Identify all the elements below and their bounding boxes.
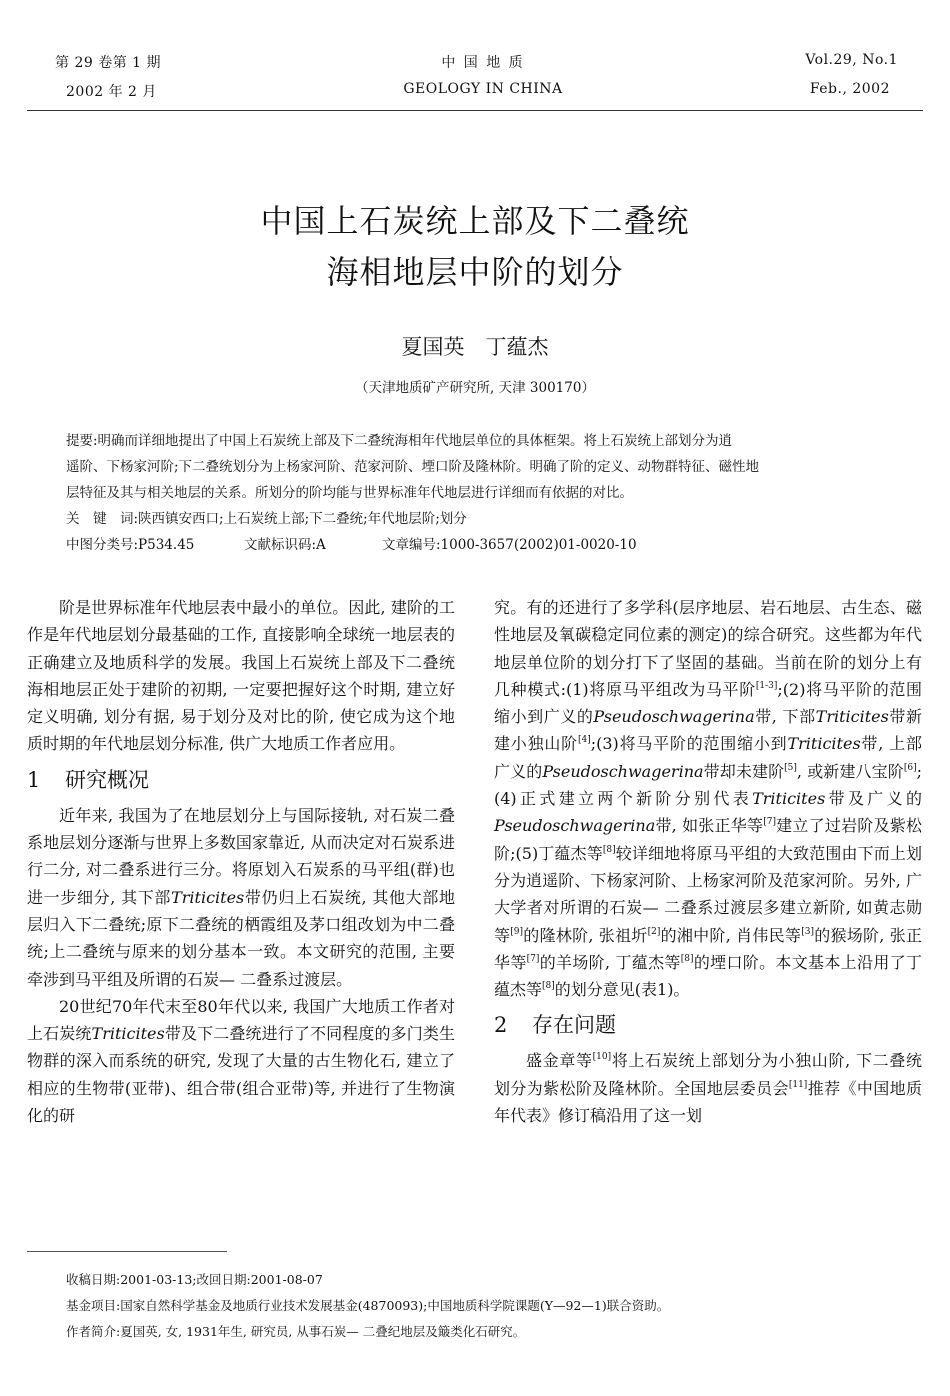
clc-number: 中图分类号:P534.45 bbox=[66, 537, 195, 553]
citation: [7] bbox=[526, 953, 540, 964]
keywords: 关 键 词:陕西镇安西口;上石炭统上部;下二叠统;年代地层阶;划分 bbox=[66, 511, 467, 527]
footnote-author: 作者简介:夏国英, 女, 1931年生, 研究员, 从事石炭— 二叠纪地层及簸类化石研究。 bbox=[66, 1324, 526, 1339]
footnote-fund: 基金项目:国家自然科学基金及地质行业技术发展基金(4870093);中国地质科学院课题(Y—92—1)联合资助。 bbox=[66, 1298, 670, 1313]
section-number: 2 bbox=[494, 1013, 508, 1038]
citation: [8] bbox=[680, 953, 694, 964]
species-name: Triticites bbox=[171, 887, 245, 907]
title-line-1: 中国上石炭统上部及下二叠统 bbox=[260, 202, 690, 240]
section-number: 1 bbox=[27, 767, 41, 792]
footnote-rule bbox=[27, 1251, 227, 1252]
species-name: Pseudoschwagerina bbox=[593, 707, 755, 727]
section-title: 研究概况 bbox=[65, 767, 149, 792]
volume-issue-en: Vol.29, No.1 bbox=[805, 52, 898, 68]
citation: [4] bbox=[577, 735, 591, 746]
species-name: Triticites bbox=[91, 1024, 165, 1044]
date-en: Feb., 2002 bbox=[809, 81, 890, 97]
footnote-received: 收稿日期:2001-03-13;改回日期:2001-08-07 bbox=[66, 1272, 323, 1287]
section-title: 存在问题 bbox=[532, 1013, 616, 1038]
citation: [6] bbox=[903, 762, 917, 773]
citation: [11] bbox=[788, 1079, 808, 1090]
paragraph: 近年来, 我国为了在地层划分上与国际接轨, 对石炭二叠系地层划分逐渐与世界上多数国家靠近, 从而决定对石炭系进行二分, 对二叠系进行三分。将原划入石炭系的马平组(群)也进一步细分, 其下部Triticites带仍归上石炭统, 其他大部地层归入下二叠统;原下二叠统的栖霞组及茅口组改划为中二叠统;上二叠统与原来的划分基本一致。本文研究的范围, 主要牵涉到马平组及所谓的石炭— 二叠系过渡层。 bbox=[27, 805, 455, 989]
section-heading-2 bbox=[494, 1009, 922, 1041]
date-cn: 2002 年 2 月 bbox=[66, 84, 157, 100]
species-name: Pseudoschwagerina bbox=[542, 761, 704, 781]
citation: [8] bbox=[542, 981, 555, 992]
citation: [7] bbox=[763, 817, 776, 828]
citation: [5] bbox=[784, 762, 797, 773]
species-name: Triticites bbox=[787, 734, 861, 754]
left-column bbox=[27, 594, 455, 1129]
header-rule bbox=[27, 110, 923, 111]
volume-issue-cn: 第 29 卷第 1 期 bbox=[55, 55, 162, 71]
citation: [1-3] bbox=[755, 680, 778, 691]
species-name: Triticites bbox=[752, 789, 826, 809]
right-column bbox=[494, 594, 922, 1129]
section-heading-1 bbox=[27, 764, 455, 796]
species-name: Pseudoschwagerina bbox=[494, 816, 656, 836]
abstract-line: 层特征及其与相关地层的关系。所划分的阶均能与世界标准年代地层进行详细而有依据的对比。 bbox=[66, 485, 633, 501]
citation: [10] bbox=[592, 1052, 612, 1063]
citation: [8] bbox=[602, 844, 616, 855]
affiliation: （天津地质矿产研究所, 天津 300170） bbox=[355, 380, 595, 396]
paragraph: 究。有的还进行了多学科(层序地层、岩石地层、古生态、磁性地层及氧碳稳定同位素的测定)的综合研究。这些都为年代地层单位阶的划分打下了坚固的基础。当前在阶的划分上有几种模式:(1)将原马平组改为马平阶[1-3];(2)将马平阶的范围缩小到广义的Pseudoschwagerina带, 下部Triticites带新建小独山阶[4];(3)将马平阶的范围缩小到Triticites带, 上部广义的Pseudoschwagerina带却未建阶[5], 或新建八宝阶[6];(4)正式建立两个新阶分别代表Triticites带及广义的Pseudoschwagerina带, 如张正华等[7]建立了过岩阶及紫松阶;(5)丁蕴杰等[8]较详细地将原马平组的大致范围由下而上划分为逍遥阶、下杨家河阶、上杨家河阶及范家河阶。另外, 广大学者对所谓的石炭— 二叠系过渡层多建立新阶, 如黄志勋等[9]的隆林阶, 张祖圻[2]的湘中阶, 肖伟民等[3]的猴场阶, 张正华等[7]的羊场阶, 丁蕴杰等[8]的堙口阶。本文基本上沿用了丁蕴杰等[8]的划分意见(表1)。 bbox=[494, 598, 922, 1000]
journal-name-en: GEOLOGY IN CHINA bbox=[403, 81, 563, 97]
citation: [9] bbox=[510, 926, 524, 937]
article-number: 文章编号:1000-3657(2002)01-0020-10 bbox=[382, 537, 637, 553]
intro-paragraph: 阶是世界标准年代地层表中最小的单位。因此, 建阶的工作是年代地层划分最基础的工作, 直接影响全球统一地层表的正确建立及地质科学的发展。我国上石炭统上部及下二叠统海相地层正处于建阶的初期, 一定要把握好这个时期, 建立好定义明确, 划分有据, 易于划分及对比的阶, 使它成为这个地质时期的年代地层划分标准, 供广大地质工作者应用。 bbox=[27, 598, 455, 754]
abstract bbox=[66, 428, 886, 558]
abstract-line: 遥阶、下杨家河阶;下二叠统划分为上杨家河阶、范家河阶、堙口阶及隆林阶。明确了阶的定义、动物群特征、磁性地 bbox=[66, 459, 760, 475]
document-code: 文献标识码:A bbox=[244, 537, 326, 553]
journal-name-cn: 中 国 地 质 bbox=[441, 55, 525, 71]
paragraph: 20世纪70年代末至80年代以来, 我国广大地质工作者对上石炭统Triticites带及下二叠统进行了不同程度的多门类生物群的深入而系统的研究, 发现了大量的古生物化石, 建立了相应的生物带(亚带)、组合带(组合亚带)等, 并进行了生物演化的研 bbox=[27, 996, 455, 1126]
abstract-line: 提要:明确而详细地提出了中国上石炭统上部及下二叠统海相年代地层单位的具体框架。将上石炭统上部划分为逍 bbox=[66, 433, 733, 449]
classification-row bbox=[66, 532, 886, 558]
authors: 夏国英 丁蕴杰 bbox=[401, 335, 549, 359]
paragraph: 盛金章等[10]将上石炭统上部划分为小独山阶, 下二叠统划分为紫松阶及隆林阶。全国地层委员会[11]推荐《中国地质年代表》修订稿沿用了这一划 bbox=[494, 1051, 922, 1126]
citation: [2] bbox=[647, 926, 661, 937]
title-line-2: 海相地层中阶的划分 bbox=[326, 253, 624, 291]
species-name: Triticites bbox=[815, 707, 889, 727]
citation: [3] bbox=[801, 926, 814, 937]
